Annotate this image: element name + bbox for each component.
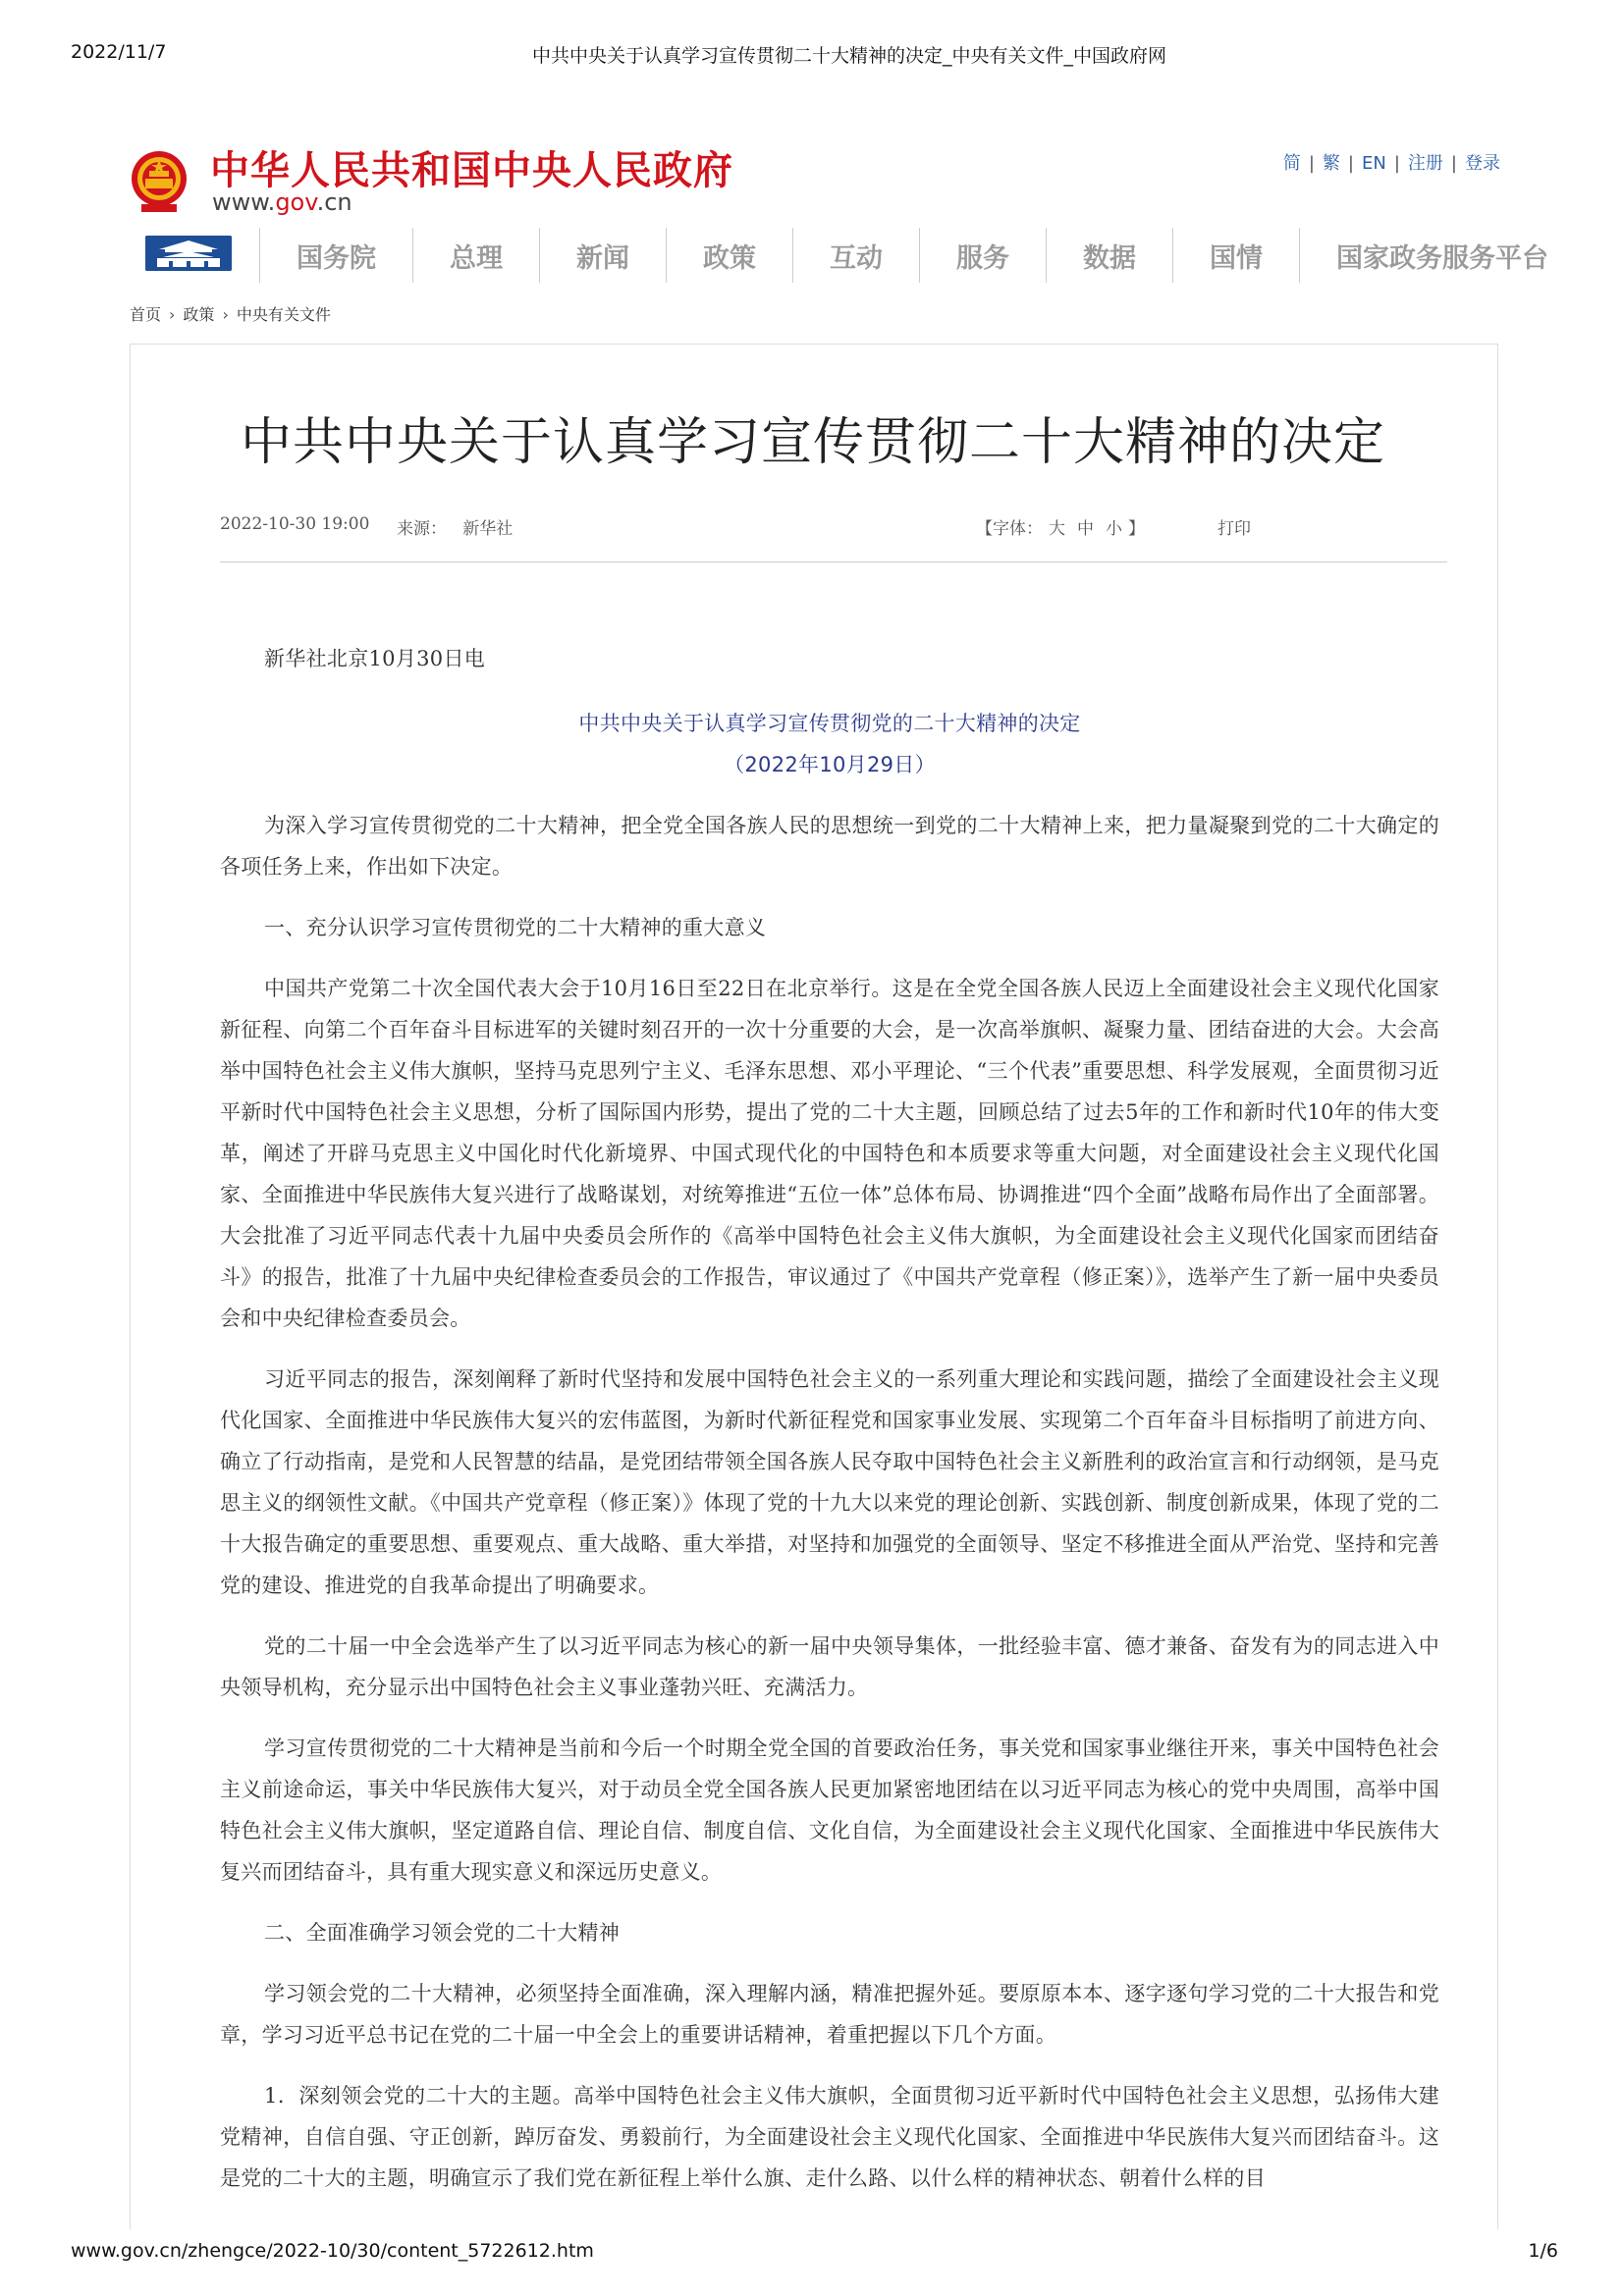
nav-item-state-council[interactable]: 国务院 (259, 228, 412, 283)
font-size-large[interactable]: 大 (1049, 519, 1065, 539)
site-header (128, 137, 1502, 226)
font-size-control (976, 514, 1145, 539)
link-english[interactable]: EN (1362, 153, 1386, 174)
main-nav (145, 228, 1559, 283)
breadcrumb-central-documents[interactable]: 中央有关文件 (236, 305, 331, 324)
nav-items-clip (259, 228, 1623, 283)
breadcrumb-home[interactable]: 首页 (130, 305, 162, 324)
nav-item-premier[interactable]: 总理 (412, 228, 539, 283)
site-name[interactable]: 中华人民共和国中央人民政府 (210, 147, 733, 193)
domain-prefix: www. (212, 188, 276, 216)
nav-item-national-info[interactable]: 国情 (1172, 228, 1299, 283)
font-size-close: 】 (1128, 519, 1145, 539)
section-heading: 二、全面准确学习领会党的二十大精神 (264, 1921, 621, 1945)
article-title: 中共中央关于认真学习宣传贯彻二十大精神的决定 (240, 413, 1385, 472)
nav-item-policy[interactable]: 政策 (666, 228, 792, 283)
nav-item-services[interactable]: 服务 (919, 228, 1046, 283)
link-login[interactable]: 登录 (1465, 153, 1500, 174)
font-size-medium[interactable]: 中 (1077, 519, 1094, 539)
publish-time: 2022-10-30 19:00 (220, 514, 370, 534)
article-body (220, 638, 1439, 2218)
print-url: www.gov.cn/zhengce/2022-10/30/content_5722612.htm (71, 2240, 594, 2262)
domain-brand: gov (275, 188, 317, 216)
print-button[interactable]: 打印 (1217, 519, 1251, 539)
divider: | (1308, 153, 1315, 174)
print-header (71, 41, 1553, 71)
print-page-title: 中共中央关于认真学习宣传贯彻二十大精神的决定_中央有关文件_中国政府网 (532, 45, 1167, 67)
font-size-small[interactable]: 小 (1106, 519, 1122, 539)
print-date: 2022/11/7 (71, 41, 167, 63)
nav-item-news[interactable]: 新闻 (539, 228, 666, 283)
print-page-number: 1/6 (1528, 2240, 1558, 2262)
font-size-label: 【字体： (976, 519, 1043, 539)
paragraph: 党的二十届一中全会选举产生了以习近平同志为核心的新一届中央领导集体，一批经验丰富、德才兼备、奋发有为的同志进入中央领导机构，充分显示出中国特色社会主义事业蓬勃兴旺、充满活力。 (220, 1634, 1439, 1699)
link-traditional[interactable]: 繁 (1322, 153, 1340, 174)
document-title: 中共中央关于认真学习宣传贯彻党的二十大精神的决定 (578, 712, 1081, 735)
dateline: 新华社北京10月30日电 (264, 647, 486, 670)
nav-items (259, 228, 1585, 283)
paragraph: 学习领会党的二十大精神，必须坚持全面准确，深入理解内涵，精准把握外延。要原原本本、逐字逐句学习党的二十大报告和党章，学习习近平总书记在党的二十届一中全会上的重要讲话精神，着重把握以下几个方面。 (220, 1982, 1439, 2047)
top-links (1281, 149, 1502, 175)
site-domain (212, 188, 352, 216)
section-heading: 一、充分认识学习宣传贯彻党的二十大精神的重大意义 (264, 916, 767, 939)
divider: | (1347, 153, 1354, 174)
divider: | (1450, 153, 1457, 174)
source-label: 来源： (397, 519, 447, 539)
nav-item-data[interactable]: 数据 (1046, 228, 1172, 283)
paragraph: 习近平同志的报告，深刻阐释了新时代坚持和发展中国特色社会主义的一系列重大理论和实践问题，描绘了全面建设社会主义现代化国家、全面推进中华民族伟大复兴的宏伟蓝图，为新时代新征程党和国家事业发展、实现第二个百年奋斗目标指明了前进方向、确立了行动指南，是党和人民智慧的结晶，是党团结带领全国各族人民夺取中国特色社会主义新胜利的政治宣言和行动纲领，是马克思主义的纲领性文献。《中国共产党章程（修正案）》体现了党的十九大以来党的理论创新、实践创新、制度创新成果，体现了党的二十大报告确定的重要思想、重要观点、重大战略、重大举措，对坚持和加强党的全面领导、坚定不移推进全面从严治党、坚持和完善党的建设、推进党的自我革命提出了明确要求。 (220, 1367, 1439, 1597)
source-value: 新华社 (462, 519, 514, 539)
national-emblem-icon[interactable] (128, 145, 190, 216)
breadcrumb (130, 302, 331, 325)
paragraph: 1．深刻领会党的二十大的主题。高举中国特色社会主义伟大旗帜，全面贯彻习近平新时代中国特色社会主义思想，弘扬伟大建党精神，自信自强、守正创新，踔厉奋发、勇毅前行，为全面建设社会主义现代化国家、全面推进中华民族伟大复兴而团结奋斗。这是党的二十大的主题，明确宣示了我们党在新征程上举什么旗、走什么路、以什么样的精神状态、朝着什么样的目 (220, 2084, 1439, 2190)
nav-item-interaction[interactable]: 互动 (792, 228, 919, 283)
nav-item-gov-services-platform[interactable]: 国家政务服务平台 (1299, 228, 1585, 283)
source (397, 514, 513, 539)
document-date: （2022年10月29日） (724, 753, 936, 776)
link-register[interactable]: 注册 (1407, 153, 1443, 174)
paragraph: 为深入学习宣传贯彻党的二十大精神，把全党全国各族人民的思想统一到党的二十大精神上来，把力量凝聚到党的二十大确定的各项任务上来，作出如下决定。 (220, 814, 1439, 879)
paragraph: 中国共产党第二十次全国代表大会于10月16日至22日在北京举行。这是在全党全国各族人民迈上全面建设社会主义现代化国家新征程、向第二个百年奋斗目标进军的关键时刻召开的一次十分重要的大会，是一次高举旗帜、凝聚力量、团结奋进的大会。大会高举中国特色社会主义伟大旗帜，坚持马克思列宁主义、毛泽东思想、邓小平理论、“三个代表”重要思想、科学发展观，全面贯彻习近平新时代中国特色社会主义思想，分析了国际国内形势，提出了党的二十大主题，回顾总结了过去5年的工作和新时代10年的伟大变革，阐述了开辟马克思主义中国化时代化新境界、中国式现代化的中国特色和本质要求等重大问题，对全面建设社会主义现代化国家、全面推进中华民族伟大复兴进行了战略谋划，对统筹推进“五位一体”总体布局、协调推进“四个全面”战略布局作出了全面部署。大会批准了习近平同志代表十九届中央委员会所作的《高举中国特色社会主义伟大旗帜，为全面建设社会主义现代化国家而团结奋斗》的报告，批准了十九届中央纪律检查委员会的工作报告，审议通过了《中国共产党章程（修正案）》，选举产生了新一届中央委员会和中央纪律检查委员会。 (220, 977, 1439, 1330)
tiananmen-icon[interactable] (145, 236, 232, 271)
divider (220, 561, 1447, 562)
paragraph: 学习宣传贯彻党的二十大精神是当前和今后一个时期全党全国的首要政治任务，事关党和国家事业继往开来，事关中国特色社会主义前途命运，事关中华民族伟大复兴，对于动员全党全国各族人民更加紧密地团结在以习近平同志为核心的党中央周围，高举中国特色社会主义伟大旗帜，坚定道路自信、理论自信、制度自信、文化自信，为全面建设社会主义现代化国家、全面推进中华民族伟大复兴而团结奋斗，具有重大现实意义和深远历史意义。 (220, 1736, 1439, 1884)
print-footer (71, 2240, 1558, 2269)
link-simplified[interactable]: 简 (1282, 153, 1301, 174)
breadcrumb-policy[interactable]: 政策 (183, 305, 215, 324)
divider: | (1393, 153, 1400, 174)
chevron-right-icon: › (169, 305, 176, 324)
chevron-right-icon: › (222, 305, 229, 324)
domain-suffix: .cn (316, 188, 352, 216)
